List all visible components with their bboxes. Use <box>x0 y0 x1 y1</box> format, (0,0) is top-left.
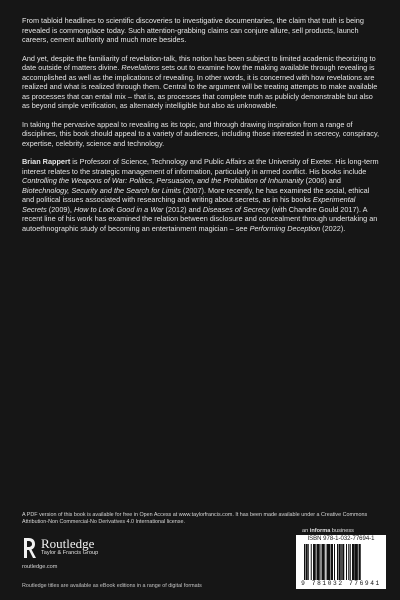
barcode-bar <box>317 544 320 580</box>
isbn-barcode <box>296 535 386 589</box>
barcode-bar <box>311 544 312 580</box>
blurb-paragraph-3: In taking the pervasive appeal to revealing as its topic, and through drawing inspiration from a range of disciplines, this book should appeal to a variety of audiences, including those interested in secrecy, conspiracy, expertise, celebrity, science and technology. <box>22 119 380 148</box>
routledge-r-icon <box>22 537 36 559</box>
blurb-p2-text-b: sets out to examine how the making available through revealing is accomplished as well as the implications of revealing. In other words, it is concerned with how revelations are realized and what is realized through them. Central to the argument will be treating attempts to make available as processes that can entail mix – that is, as processes that complete truth as publicly demonstrable but also as beyond simple verification, as alternately intelligible but also as unknowable. <box>22 63 378 110</box>
blurb-paragraph-1: From tabloid headlines to scientific discoveries to investigative documentaries, the claim that truth is being revealed is commonplace today. Such attention-grabbing claims can conjure allure, sell products, launch careers, cement authority and much more besides. <box>22 16 364 44</box>
barcode-bar <box>308 544 309 580</box>
publisher-name: Routledge <box>41 536 95 551</box>
barcode-bar <box>337 544 338 580</box>
barcode-bar <box>357 544 358 580</box>
barcode-bar <box>348 544 349 580</box>
blurb-p2-text-a: And yet, despite the familiarity of revelation-talk, this notion has been subject to limited academic theorizing to date outside of matters divine. <box>22 53 376 72</box>
barcode-bar <box>306 544 308 580</box>
barcode-bar <box>322 544 324 580</box>
barcode-bar <box>346 544 347 580</box>
blurb-paragraph-2 <box>22 54 380 111</box>
barcode-bar <box>304 544 305 580</box>
barcode-bars <box>304 544 378 580</box>
book-title-2: Biotechnology, Security and the Search for Limits <box>22 185 181 195</box>
barcode-bar <box>339 544 341 580</box>
open-access-notice: A PDF version of this book is available for free in Open Access at www.taylorfrancis.com. It has been made available under a Creative Commons Attribution-Non Commercial-No Derivatives 4.0 International license. <box>22 512 368 526</box>
ebook-note: Routledge titles are available as eBook editions in a range of digital formats <box>22 583 202 589</box>
book-title-3: Experimental Secrets <box>22 195 356 214</box>
book-title-4: How to Look Good in a War <box>73 204 164 214</box>
barcode-bar <box>342 544 344 580</box>
publisher-group: Taylor & Francis Group <box>41 550 99 556</box>
isbn-text: ISBN 978-1-032-77694-1 <box>307 536 375 542</box>
barcode-bar <box>327 544 330 580</box>
author-bio: Brian Rappert is Professor of Science, Technology and Public Affairs at the University of Exeter. His long-term interest relates to the strategic management of information, particularly in armed conflict. His books include Controlling the Weapons of War: Politics, Persuasion, and the Prohibition of Inhumanity (2006) and Biotechnology, Security and the Search for Limits (2007). More recently, he has examined the social, ethical and political issues associated with researching and writing about secrets, as in his books Experimental Secrets (2009), How to Look Good in a War (2012) and Diseases of Secrecy (with Chandre Gould 2017). A recent line of his work has examined the relation between disclosure and concealment through undertaking an autoethnographic study of becoming an entertainment magician – see Performing Deception (2022). <box>22 157 379 233</box>
publisher-logo <box>22 537 98 559</box>
barcode-digits: 9 781032 776941 <box>301 580 381 587</box>
barcode-bar <box>334 544 335 580</box>
author-name: Brian Rappert <box>22 157 71 166</box>
back-cover-text <box>22 16 380 242</box>
barcode-bar <box>313 544 315 580</box>
book-title-5: Diseases of Secrecy <box>202 204 270 214</box>
barcode-bar <box>321 544 322 580</box>
informa-brand: informa <box>309 528 331 534</box>
book-title-1: Controlling the Weapons of War: Politics, Persuasion, and the Prohibition of Inhumanity <box>22 176 304 185</box>
barcode-bar <box>330 544 331 580</box>
publisher-website: routledge.com <box>22 564 58 570</box>
barcode-bar <box>324 544 325 580</box>
informa-tagline: an informa business <box>302 528 354 534</box>
book-title-6: Performing Deception <box>249 223 321 233</box>
barcode-bar <box>352 544 354 580</box>
book-title-revelations: Revelations <box>121 63 160 72</box>
barcode-bar <box>350 544 351 580</box>
barcode-bar <box>354 544 357 580</box>
barcode-bar <box>341 544 342 580</box>
barcode-bar <box>331 544 333 580</box>
publisher-text <box>41 537 98 557</box>
barcode-bar <box>359 544 361 580</box>
barcode-bar <box>315 544 316 580</box>
